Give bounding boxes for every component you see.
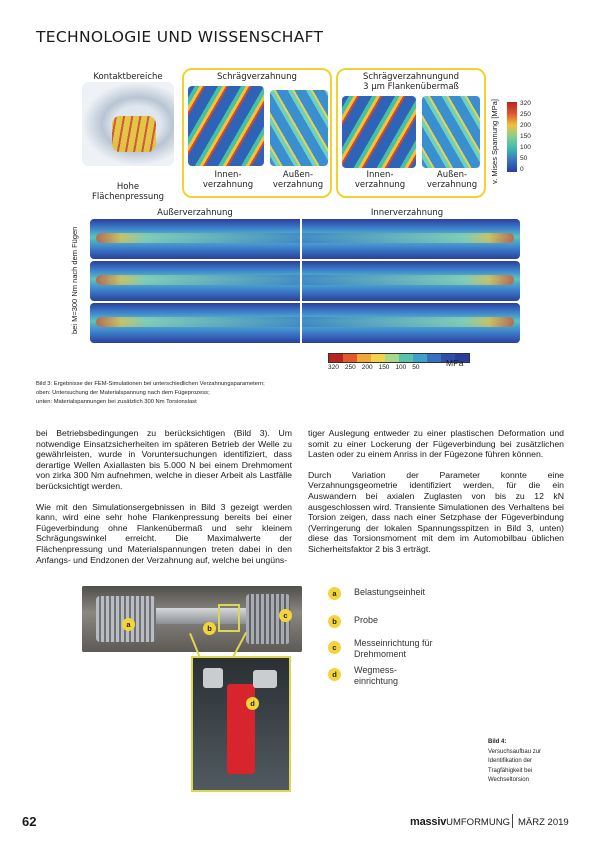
caption4-line2: Versuchsaufbau zur	[488, 748, 542, 755]
stress-strip-2	[90, 261, 520, 301]
panel-overlap-title-1: Schrägverzahnungund	[362, 72, 460, 82]
caption4-line4: Tragfähigkeit bei	[488, 767, 533, 774]
scale-tick: 200	[520, 122, 531, 129]
stress-color-scale	[507, 102, 517, 172]
legend-marker: b	[328, 615, 341, 628]
inner-teeth-label-b: Innen- verzahnung	[354, 170, 406, 190]
footer-brand	[410, 816, 510, 828]
caption3-line1: Bild 3: Ergebnisse der FEM-Simulationen bei unterschiedlichen Verzahnungsparametern;	[36, 381, 265, 387]
panel-helical-title: Schrägverzahnung	[217, 72, 297, 82]
text-column-left	[36, 428, 292, 575]
marker-a: a	[122, 618, 135, 631]
legend-marker: a	[328, 587, 341, 600]
scale-tick: 50	[520, 155, 528, 162]
panel-contact-note: Hohe Flächenpressung	[91, 182, 165, 202]
figure-3	[70, 66, 531, 378]
scale-tick: 100	[520, 144, 531, 151]
scale-tick: 320	[520, 100, 531, 107]
panel-contact-title: Kontaktbereiche	[93, 72, 163, 82]
contact-model-image	[82, 82, 174, 166]
legend-tick: 100	[395, 364, 407, 371]
overlap-inner-gear	[342, 96, 416, 168]
caption3-line2: oben: Untersuchung der Materialspannung nach dem Fügeprozess;	[36, 390, 210, 396]
caption4-line1: Bild 4:	[488, 739, 507, 745]
page-number: 62	[22, 814, 37, 829]
legend-text: Messeinrichtung für Drehmoment	[354, 638, 433, 659]
outer-teeth-label-a: Außen- verzahnung	[272, 170, 324, 190]
stress-legend-ticks	[328, 364, 420, 371]
strip-right-title: Innerverzahnung	[370, 208, 444, 218]
paragraph: Durch Variation der Parameter konnte eine Verzahnungsgeometrie identifiziert werden, für die ein Auswandern bei axialen Zuglasten von bis zu 12 kN ausgeschlossen wird. Transiente Simulationen des Verhaltens bei Torsion zeigen, dass nach einer Setzphase der Fügeverbindung (Verringerung der lokalen Spannungsspitzen in Bild 3, unten) diese das Torsionsmoment mit dem im Automobilbau üblichen Sicherheitsfaktor 2 bis 3 erträgt.	[308, 469, 564, 554]
legend-text: Wegmess- einrichtung	[354, 665, 399, 686]
scale-tick: 0	[520, 166, 524, 173]
stress-legend-unit: MPa	[446, 358, 464, 368]
contact-zone-highlight	[112, 116, 156, 152]
legend-marker: d	[328, 668, 341, 681]
helical-outer-gear	[270, 90, 328, 166]
legend-swatch	[329, 354, 343, 362]
legend-text: Probe	[354, 615, 379, 625]
text-column-right	[308, 428, 564, 565]
legend-swatch	[343, 354, 357, 362]
helical-inner-gear	[188, 86, 264, 166]
legend-tick: 200	[361, 364, 373, 371]
legend-tick: 320	[328, 364, 339, 371]
caption4-line3: Identifikation der	[488, 758, 533, 764]
brand-rest: UMFORMUNG	[446, 817, 510, 828]
paragraph: tiger Auslegung entweder zu einer plastischen Deformation und somit zu einer Lockerung der Fügeverbindung bei zusätzlichen Lasten oder zu einem Anriss in der Fügezone führen können.	[308, 428, 564, 460]
outer-teeth-label-b: Außen- verzahnung	[426, 170, 478, 190]
stress-scale-title: v. Mises Spannung [MPa]	[490, 99, 499, 184]
paragraph: Wie mit den Simulationsergebnissen in Bild 3 gezeigt werden kann, wird eine sehr hohe Flankenpressung bereits bei einer Fügeverbindung ohne Flankenübermaß und sehr kleinem Schrägungswinkel erreicht. Die Maximalwerte der Flächenpressung und Materialspannungen treten dabei in den Anfangs- und Endzonen der Verzahnung auf, welche bei ungüns-	[36, 501, 292, 565]
overlap-outer-gear	[422, 96, 480, 168]
legend-swatch	[357, 354, 371, 362]
strip-left-title: Außerverzahnung	[157, 208, 233, 218]
legend-marker: c	[328, 641, 341, 654]
legend-tick: 50	[412, 364, 420, 371]
marker-d: d	[246, 697, 259, 710]
scale-tick: 150	[520, 133, 531, 140]
section-header: TECHNOLOGIE UND WISSENSCHAFT	[36, 28, 324, 46]
legend-text: Belastungseinheit	[354, 587, 426, 597]
marker-b: b	[203, 622, 216, 635]
legend-tick: 250	[344, 364, 356, 371]
legend-swatch	[385, 354, 399, 362]
legend-swatch	[413, 354, 427, 362]
displacement-sensor-inset	[191, 656, 291, 792]
panel-overlap-title-2: 3 µm Flankenübermaß	[363, 82, 459, 92]
footer-divider	[512, 814, 513, 828]
paragraph: bei Betriebsbedingungen zu berücksichtigen (Bild 3). Um notwendige Einsatzsicherheiten im späteren Betrieb der Welle zu gewährleisten, wurde in Voruntersuchungen identifiziert, dass derartige Wellen Axiallasten bis 5.000 N bei einem Drehmoment von zirka 300 Nm aufnehmen, welche in dieser Arbeit als Lastfälle berücksichtigt werden.	[36, 428, 292, 491]
marker-c: c	[279, 609, 292, 622]
issue-date: MÄRZ 2019	[518, 817, 569, 828]
legend-swatch	[399, 354, 413, 362]
legend-swatch	[371, 354, 385, 362]
figure-4-caption	[488, 738, 572, 786]
stress-strip-3	[90, 303, 520, 343]
inner-teeth-label-a: Innen- verzahnung	[202, 170, 254, 190]
legend-tick: 150	[378, 364, 390, 371]
brand-bold: massiv	[410, 816, 447, 828]
legend-swatch	[427, 354, 441, 362]
caption3-line3: unten: Materialspannungen bei zusätzlich 300 Nm Torsionslast	[36, 399, 197, 405]
scale-tick: 250	[520, 111, 531, 118]
figure-3-caption	[36, 380, 416, 407]
strip-divider	[300, 219, 302, 399]
caption4-line5: Wechseltorsion	[488, 777, 529, 783]
stress-strip-1	[90, 219, 520, 259]
side-label: bei M=300 Nm nach dem Fügen	[70, 226, 79, 334]
